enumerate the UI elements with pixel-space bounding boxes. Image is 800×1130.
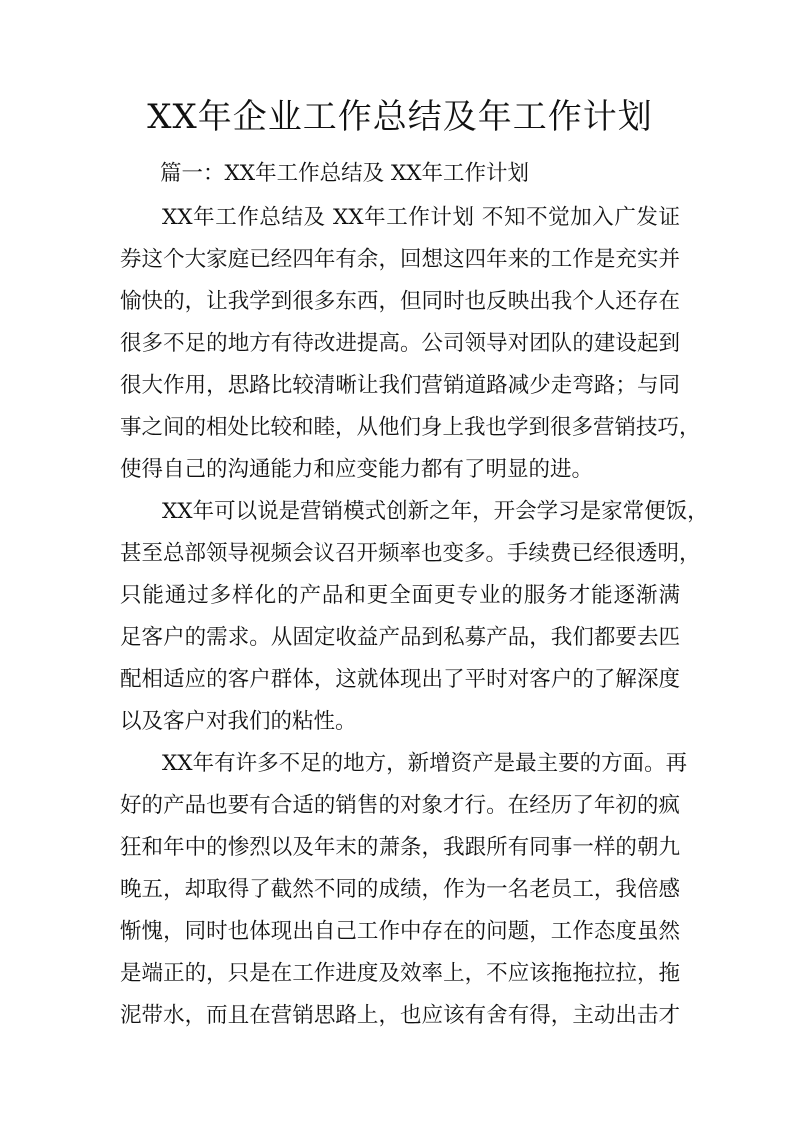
body-line: XX年可以说是营销模式创新之年，开会学习是家常便饭， bbox=[162, 499, 709, 524]
body-line: 以及客户对我们的粘性。 bbox=[120, 709, 357, 734]
body-line: 好的产品也要有合适的销售的对象才行。在经历了年初的疯 bbox=[120, 793, 680, 818]
body-line: 很多不足的地方有待改进提高。公司领导对团队的建设起到 bbox=[120, 331, 680, 356]
body-line: 狂和年中的惨烈以及年末的萧条，我跟所有同事一样的朝九 bbox=[120, 835, 680, 860]
body-line: 只能通过多样化的产品和更全面更专业的服务才能逐渐满 bbox=[120, 583, 680, 608]
body-line: 足客户的需求。从固定收益产品到私募产品，我们都要去匹 bbox=[120, 625, 680, 650]
body-line: 泥带水，而且在营销思路上，也应该有舍有得，主动出击才 bbox=[120, 1003, 680, 1028]
body-line: 事之间的相处比较和睦，从他们身上我也学到很多营销技巧， bbox=[120, 415, 701, 440]
body-line: 是端正的，只是在工作进度及效率上，不应该拖拖拉拉，拖 bbox=[120, 961, 680, 986]
body-line: XX年工作总结及 XX年工作计划 不知不觉加入广发证 bbox=[162, 205, 680, 230]
body-line: 使得自己的沟通能力和应变能力都有了明显的进。 bbox=[120, 457, 594, 482]
body-line: 惭愧，同时也体现出自己工作中存在的问题，工作态度虽然 bbox=[120, 919, 680, 944]
document-title: XX年企业工作总结及年工作计划 bbox=[147, 97, 653, 137]
body-line: 很大作用，思路比较清晰让我们营销道路减少走弯路；与同 bbox=[120, 373, 680, 398]
body-line: XX年有许多不足的地方，新增资产是最主要的方面。再 bbox=[162, 751, 688, 776]
body-line: 愉快的，让我学到很多东西，但同时也反映出我个人还存在 bbox=[120, 289, 680, 314]
body-line: 甚至总部领导视频会议召开频率也变多。手续费已经很透明， bbox=[120, 541, 701, 566]
body-line: 晚五，却取得了截然不同的成绩，作为一名老员工，我倍感 bbox=[120, 877, 680, 902]
section-heading: 篇一：XX年工作总结及 XX年工作计划 bbox=[160, 161, 530, 186]
body-line: 配相适应的客户群体，这就体现出了平时对客户的了解深度 bbox=[120, 667, 680, 692]
body-line: 券这个大家庭已经四年有余，回想这四年来的工作是充实并 bbox=[120, 247, 680, 272]
